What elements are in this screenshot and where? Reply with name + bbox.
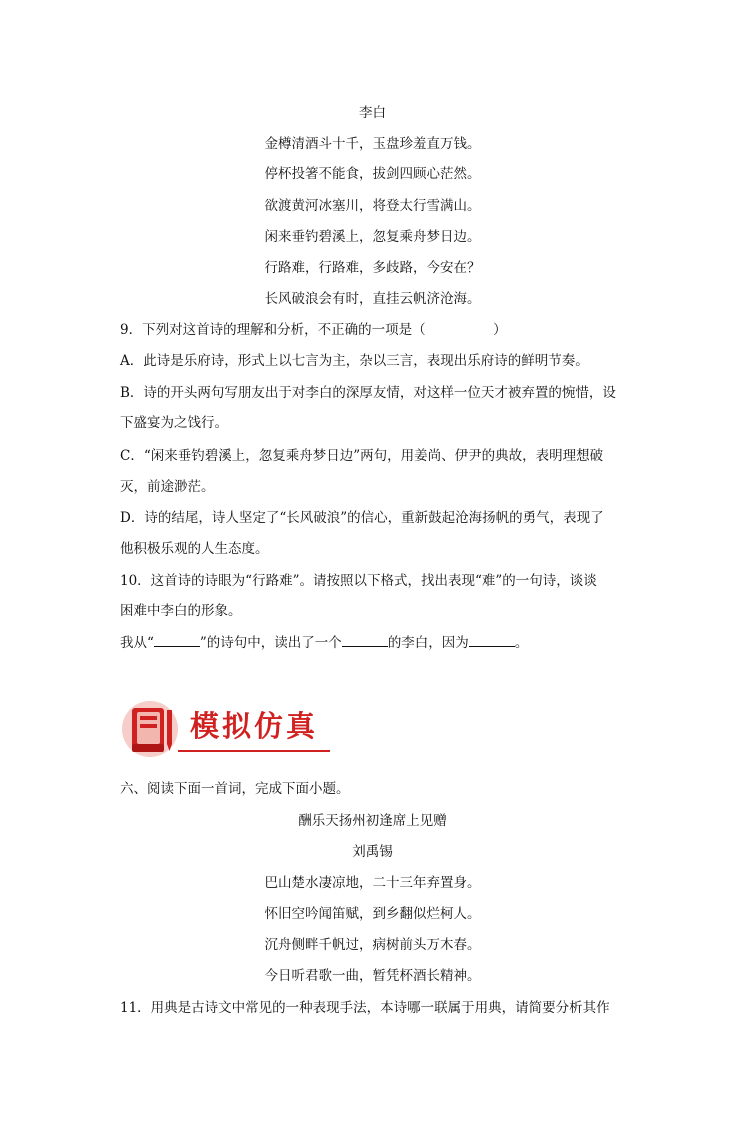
banner-title: 模拟仿真 xyxy=(190,709,319,743)
poem1-line: 闲来垂钓碧溪上，忽复乘舟梦日边。 xyxy=(264,229,481,245)
poem1-line: 欲渡黄河冰塞川，将登太行雪满山。 xyxy=(264,198,481,214)
section-6-intro: 六、阅读下面一首词，完成下面小题。 xyxy=(120,781,350,797)
question-10-line1: 10．这首诗的诗眼为“行路难”。请按照以下格式，找出表现“难”的一句诗，谈谈 xyxy=(120,573,597,589)
poem1-line: 金樽清酒斗十千，玉盘珍羞直万钱。 xyxy=(264,136,481,152)
poem2-line: 今日听君歌一曲，暂凭杯酒长精神。 xyxy=(264,968,481,984)
poem1-line: 行路难，行路难，多歧路，今安在？ xyxy=(264,260,481,276)
poem2-author: 刘禹锡 xyxy=(352,844,393,860)
option-b-line1: B．诗的开头两句写朋友出于对李白的深厚友情，对这样一位天才被弃置的惋惜，设 xyxy=(120,385,616,401)
fill-text: ”的诗句中，读出了一个 xyxy=(199,635,342,651)
fill-text: 的李白，因为 xyxy=(387,635,469,651)
question-10-fill-line xyxy=(120,633,528,652)
poem2-title: 酬乐天扬州初逢席上见赠 xyxy=(298,813,447,829)
poem2-line: 怀旧空吟闻笛赋，到乡翻似烂柯人。 xyxy=(264,906,481,922)
answer-blank[interactable] xyxy=(342,633,388,647)
option-c-line1: C．“闲来垂钓碧溪上，忽复乘舟梦日边”两句，用姜尚、伊尹的典故，表明理想破 xyxy=(120,448,604,464)
option-c-line2: 灭，前途渺茫。 xyxy=(120,479,215,495)
poem2-line: 沉舟侧畔千帆过，病树前头万木春。 xyxy=(264,937,481,953)
fill-text: 我从“ xyxy=(120,635,154,651)
fill-text: 。 xyxy=(514,635,529,651)
question-11-line1: 11．用典是古诗文中常见的一种表现手法，本诗哪一联属于用典，请简要分析其作 xyxy=(120,1000,610,1016)
option-a: A．此诗是乐府诗，形式上以七言为主，杂以三言，表现出乐府诗的鲜明节奏。 xyxy=(120,353,589,369)
answer-blank[interactable] xyxy=(469,633,515,647)
option-b-line2: 下盛宴为之饯行。 xyxy=(120,415,228,431)
option-d-line2: 他积极乐观的人生态度。 xyxy=(120,541,269,557)
poem1-author: 李白 xyxy=(359,105,386,121)
poem1-line: 停杯投箸不能食，拔剑四顾心茫然。 xyxy=(264,166,481,182)
question-9-stem: 9．下列对这首诗的理解和分析，不正确的一项是（ ） xyxy=(120,322,507,338)
answer-blank[interactable] xyxy=(154,633,200,647)
question-10-line2: 困难中李白的形象。 xyxy=(120,603,242,619)
poem1-line: 长风破浪会有时，直挂云帆济沧海。 xyxy=(264,291,481,307)
option-d-line1: D．诗的结尾，诗人坚定了“长风破浪”的信心，重新鼓起沧海扬帆的勇气，表现了 xyxy=(120,510,604,526)
poem2-line: 巴山楚水凄凉地，二十三年弃置身。 xyxy=(264,875,481,891)
